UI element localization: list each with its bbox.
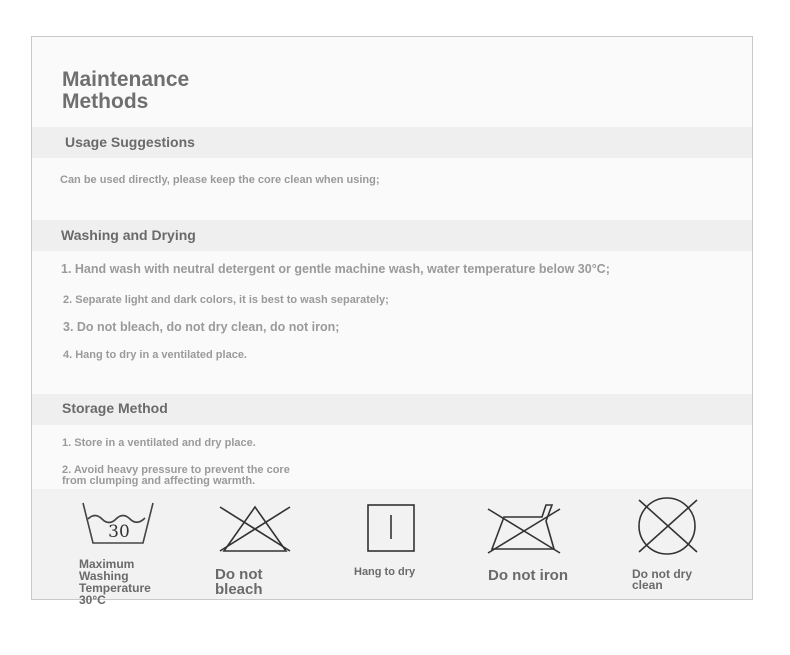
do-not-bleach-label: Do not bleach bbox=[215, 566, 263, 598]
storage-line-1: 1. Store in a ventilated and dry place. bbox=[62, 437, 256, 449]
washing-section-header bbox=[32, 220, 752, 251]
storage-line-2: 2. Avoid heavy pressure to prevent the core from clumping and affecting warmth. bbox=[62, 464, 290, 487]
usage-section-header bbox=[32, 127, 752, 158]
hang-to-dry-label: Hang to dry bbox=[354, 566, 416, 578]
page-title: Maintenance Methods bbox=[62, 68, 190, 113]
wash-temp-number: 30 bbox=[108, 522, 130, 542]
washing-heading: Washing and Drying bbox=[61, 227, 196, 243]
maintenance-card bbox=[31, 36, 753, 607]
washing-line-2: 2. Separate light and dark colors, it is best to wash separately; bbox=[63, 294, 389, 306]
do-not-bleach-icon bbox=[218, 503, 292, 555]
storage-section-header bbox=[32, 394, 752, 425]
do-not-iron-label: Do not iron bbox=[488, 567, 568, 584]
washing-line-4: 4. Hang to dry in a ventilated place. bbox=[63, 349, 247, 361]
hang-to-dry-icon bbox=[366, 503, 416, 553]
do-not-dry-clean-label: Do not dry clean bbox=[632, 567, 692, 592]
care-symbols-strip bbox=[32, 489, 752, 607]
storage-heading: Storage Method bbox=[62, 400, 168, 416]
do-not-iron-icon bbox=[486, 503, 562, 555]
washing-line-3: 3. Do not bleach, do not dry clean, do not iron; bbox=[63, 320, 340, 334]
usage-heading: Usage Suggestions bbox=[65, 134, 195, 150]
washing-line-1: 1. Hand wash with neutral detergent or gentle machine wash, water temperature below 30°C; bbox=[61, 262, 610, 276]
usage-line: Can be used directly, please keep the core clean when using; bbox=[60, 174, 380, 186]
do-not-dry-clean-icon bbox=[635, 494, 699, 558]
wash-30-icon bbox=[79, 499, 159, 549]
wash-30-label: Maximum Washing Temperature 30°C bbox=[79, 557, 151, 607]
